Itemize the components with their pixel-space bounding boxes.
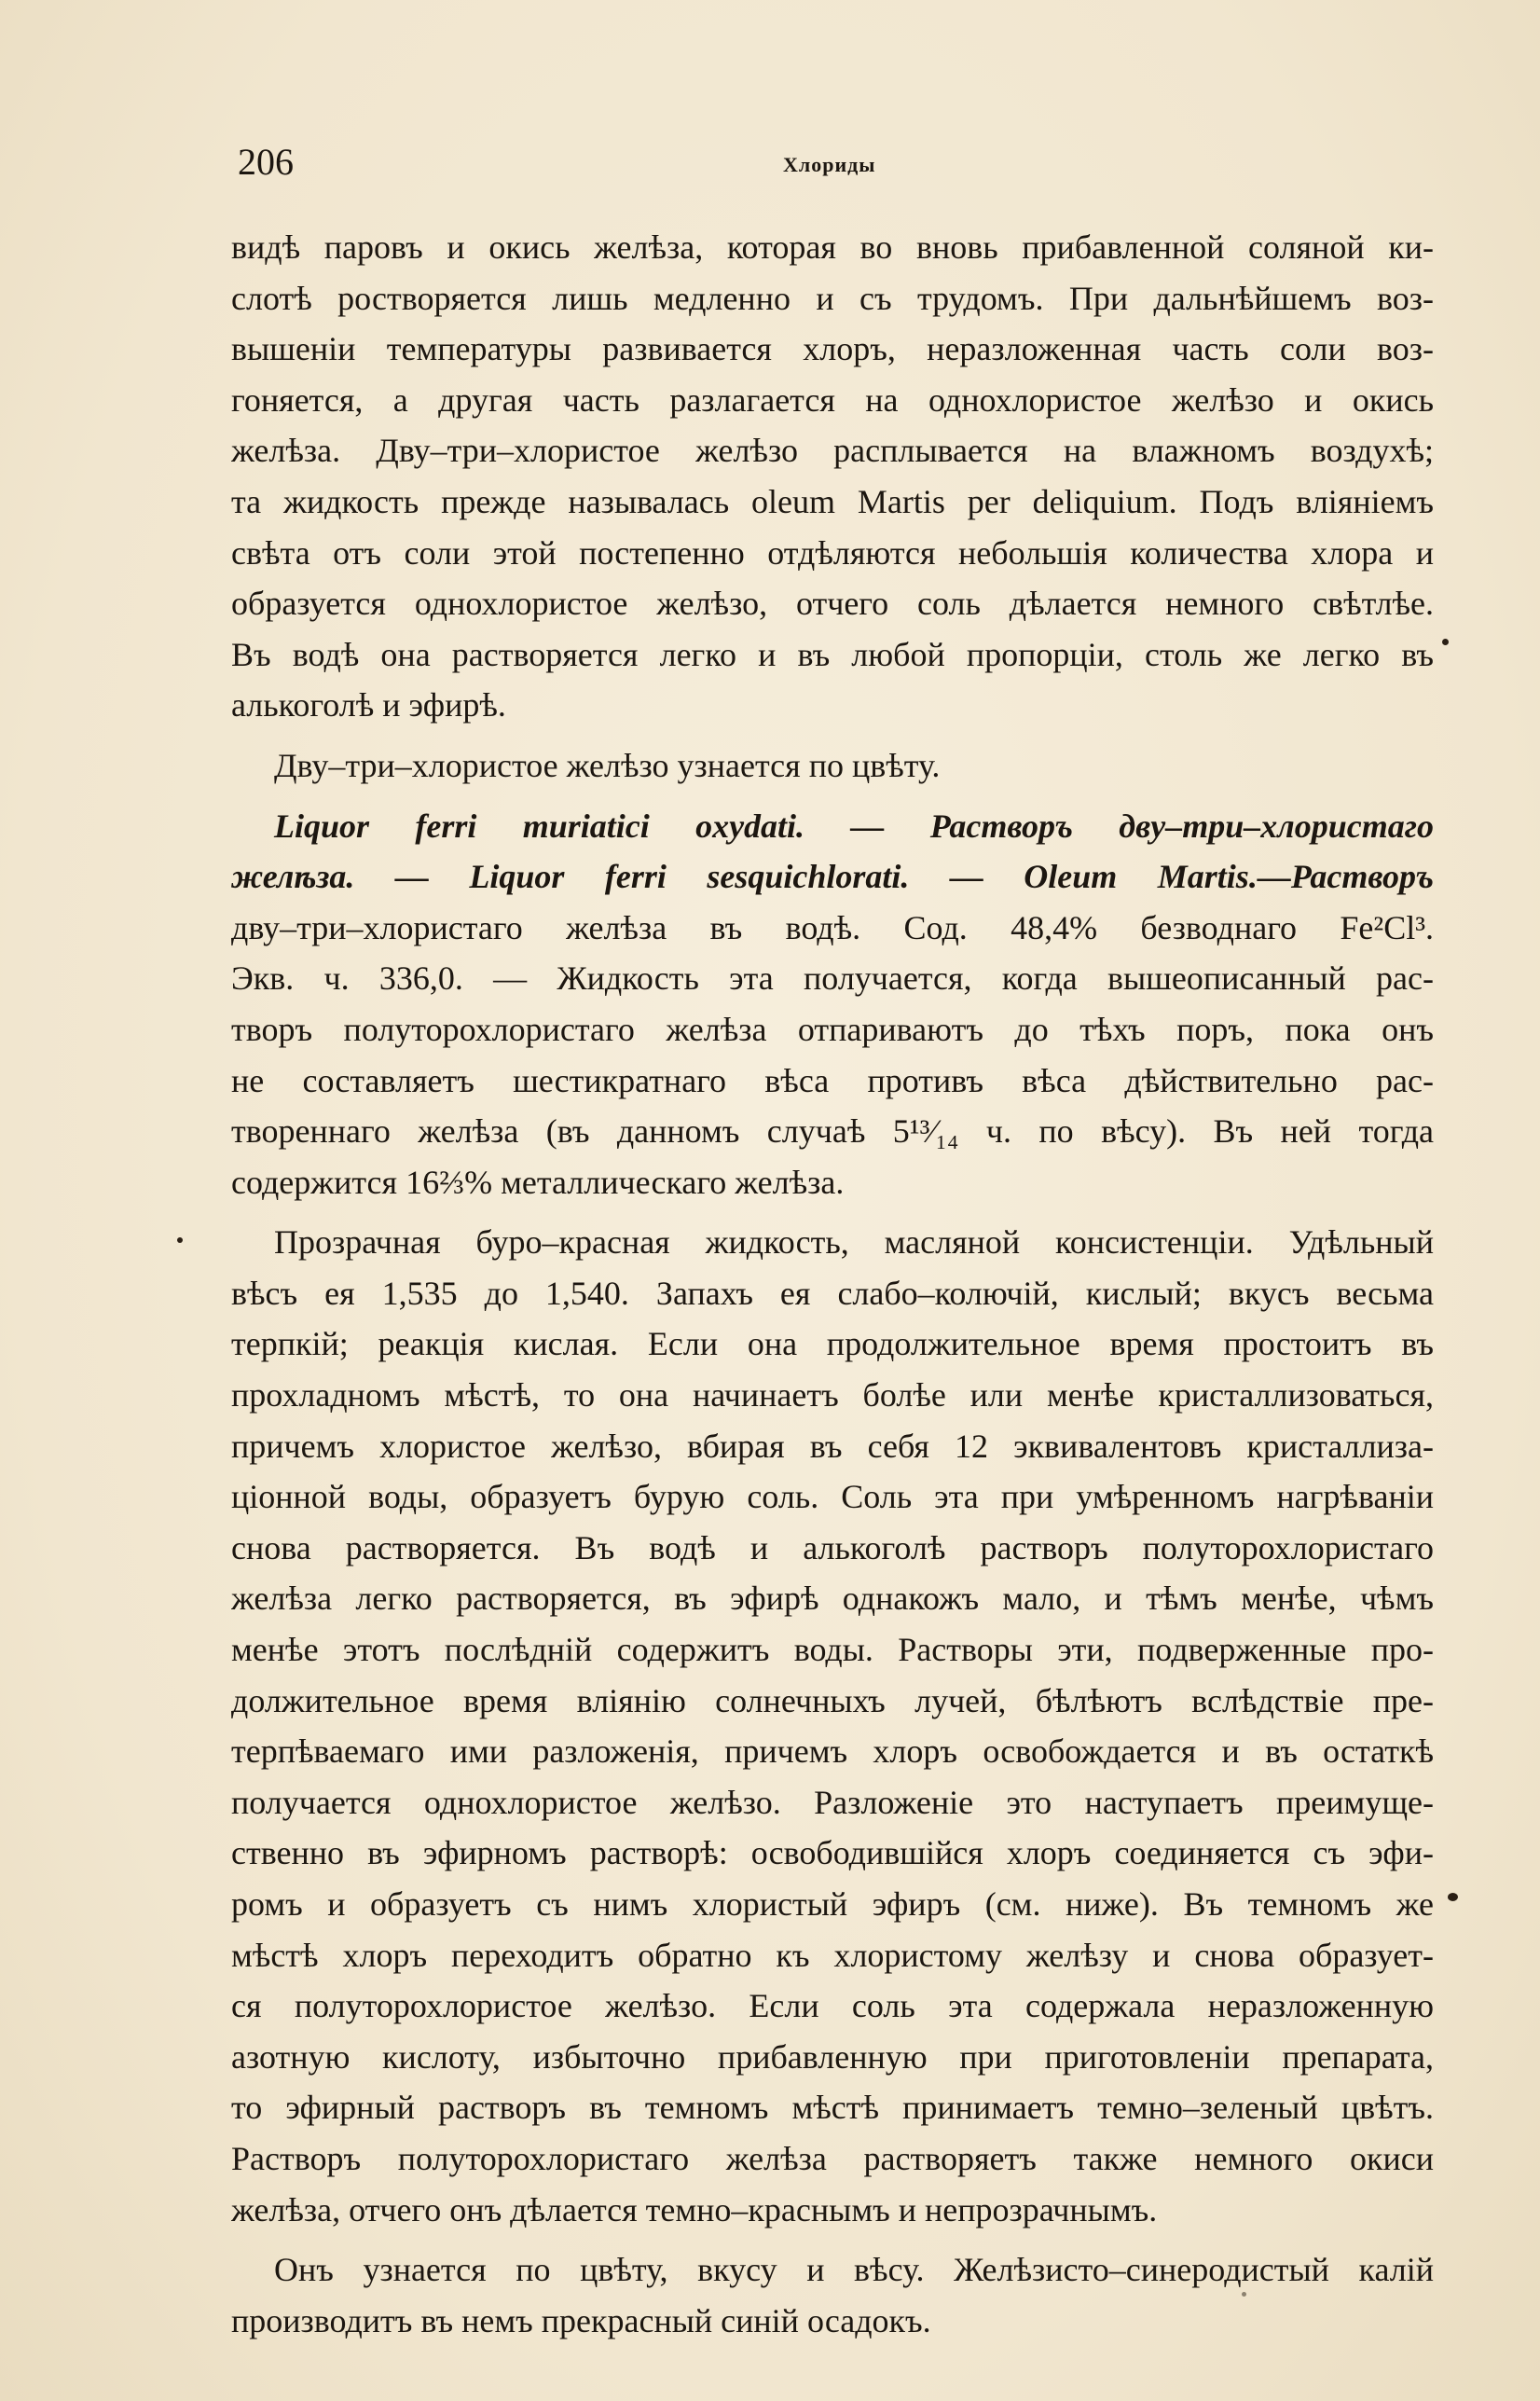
text-line: то эфирный растворъ въ темномъ мѣстѣ принимаетъ темно–зеленый цвѣтъ.	[231, 2089, 1434, 2127]
text-line: ся полуторохлористое желѣзо. Если соль эта содержала неразложенную	[231, 1987, 1434, 2025]
text-line: ромъ и образуетъ съ нимъ хлористый эфиръ (см. ниже). Въ темномъ же	[231, 1885, 1434, 1923]
text-line: гоняется, а другая часть разлагается на однохлористое желѣзо и окись	[231, 380, 1434, 419]
text-line: получается однохлористое желѣзо. Разложеніе это наступаетъ преимуще-	[231, 1783, 1434, 1821]
text-line: прохладномъ мѣстѣ, то она начинаетъ болѣе или менѣе кристаллизоваться,	[231, 1376, 1434, 1414]
text-line: производитъ въ немъ прекрасный синій осадокъ.	[231, 2301, 931, 2339]
paragraph-2	[231, 740, 1434, 792]
text-line: желѣза. — Liquor ferri sesquichlorati. — Oleum Martis.—Растворъ	[231, 858, 1434, 896]
text-line: творъ полуторохлористаго желѣза отпариваютъ до тѣхъ поръ, пока онъ	[231, 1010, 1434, 1048]
text-line: снова растворяется. Въ водѣ и алькоголѣ растворъ полуторохлористаго	[231, 1528, 1434, 1566]
paragraph-3	[231, 801, 1434, 1208]
ink-speck	[177, 1237, 183, 1243]
text-line: Онъ узнается по цвѣту, вкусу и вѣсу. Желѣзисто–синеродистый калій	[274, 2251, 1434, 2289]
text-line: менѣе этотъ послѣдній содержитъ воды. Растворы эти, подверженные про-	[231, 1631, 1434, 1669]
text-line: Liquor ferri muriatici oxydati. — Растворъ дву–три–хлористаго	[274, 807, 1434, 845]
text-line: слотѣ ростворяется лишь медленно и съ трудомъ. При дальнѣйшемъ воз-	[231, 279, 1434, 317]
text-line: желѣза, отчего онъ дѣлается темно–краснымъ и непрозрачнымъ.	[231, 2190, 1158, 2229]
text-line: Прозрачная буро–красная жидкость, масляной консистенціи. Удѣльный	[274, 1223, 1434, 1262]
ink-speck	[1242, 2292, 1246, 2297]
ink-speck	[1442, 639, 1449, 645]
text-line: терпѣваемаго ими разложенія, причемъ хлоръ освобождается и въ остаткѣ	[231, 1732, 1434, 1771]
text-line: должительное время вліянію солнечныхъ лучей, бѣлѣютъ вслѣдствіе пре-	[231, 1681, 1434, 1719]
section-title: Хлориды	[783, 153, 876, 176]
text-line: видѣ паровъ и окись желѣза, которая во вновь прибавленной соляной ки-	[231, 228, 1434, 266]
ink-speck	[1448, 1893, 1458, 1901]
page-number: 206	[238, 141, 294, 183]
text-line: не составляетъ шестикратнаго вѣса противъ вѣса дѣйствительно рас-	[231, 1061, 1434, 1099]
text-line: Въ водѣ она растворяется легко и въ любой пропорціи, столь же легко въ	[231, 635, 1434, 673]
text-line: дву–три–хлористаго желѣза въ водѣ. Сод. 48,4% безводнаго Fe²Cl³.	[231, 908, 1434, 946]
text-line: Растворъ полуторохлористаго желѣза растворяетъ также немного окиси	[231, 2139, 1434, 2177]
paragraph-1	[231, 222, 1434, 731]
text-line: мѣстѣ хлоръ переходитъ обратно къ хлористому желѣзу и снова образует-	[231, 1936, 1434, 1974]
text-line: алькоголѣ и эфирѣ.	[231, 686, 506, 724]
paragraph-4	[231, 1217, 1434, 2235]
text-line: вышеніи температуры развивается хлоръ, неразложенная часть соли воз-	[231, 330, 1434, 368]
text-line: терпкій; реакція кислая. Если она продолжительное время простоитъ въ	[231, 1325, 1434, 1363]
text-line: желѣза. Дву–три–хлористое желѣзо расплывается на влажномъ воздухѣ;	[231, 432, 1434, 470]
text-line: содержится 16⅔% металлическаго желѣза.	[231, 1163, 845, 1201]
text-line: Экв. ч. 336,0. — Жидкость эта получается, когда вышеописанный рас-	[231, 959, 1434, 998]
text-line: азотную кислоту, избыточно прибавленную при приготовленіи препарата,	[231, 2037, 1434, 2076]
text-line: свѣта отъ соли этой постепенно отдѣляются небольшія количества хлора и	[231, 533, 1434, 572]
text-line: та жидкость прежде называлась oleum Martis per deliquium. Подъ вліяніемъ	[231, 482, 1434, 520]
text-line: твореннаго желѣза (въ данномъ случаѣ 5¹³⁄₁₄ ч. по вѣсу). Въ ней тогда	[231, 1112, 1434, 1151]
paragraph-5	[231, 2244, 1434, 2346]
text-line: ціонной воды, образуетъ бурую соль. Соль эта при умѣренномъ нагрѣваніи	[231, 1478, 1434, 1516]
text-line: ственно въ эфирномъ растворѣ: освободившійся хлоръ соединяется съ эфи-	[231, 1834, 1434, 1872]
text-line: Дву–три–хлористое желѣзо узнается по цвѣту.	[274, 746, 941, 784]
text-line: вѣсъ ея 1,535 до 1,540. Запахъ ея слабо–колючій, кислый; вкусъ весьма	[231, 1274, 1434, 1312]
running-head	[238, 140, 1450, 196]
text-line: образуется однохлористое желѣзо, отчего соль дѣлается немного свѣтлѣе.	[231, 585, 1434, 623]
body-text	[231, 222, 1434, 2346]
text-line: причемъ хлористое желѣзо, вбирая въ себя 12 эквивалентовъ кристаллиза-	[231, 1427, 1434, 1465]
text-line: желѣза легко растворяется, въ эфирѣ однакожъ мало, и тѣмъ менѣе, чѣмъ	[231, 1580, 1434, 1618]
